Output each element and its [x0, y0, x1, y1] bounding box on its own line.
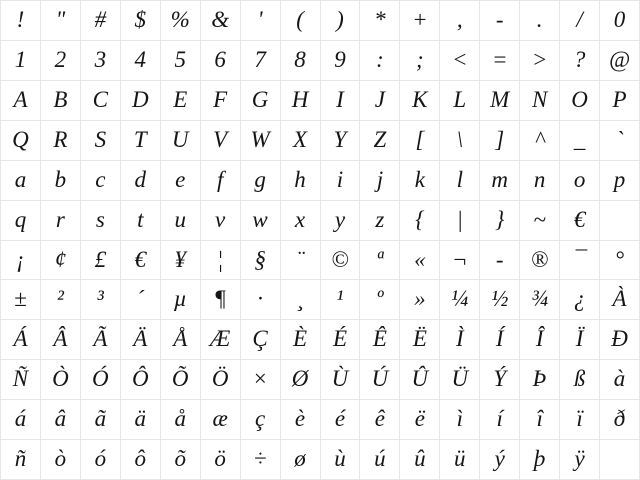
glyph-cell: Ê [360, 320, 400, 360]
glyph-cell: o [560, 161, 600, 201]
glyph-cell: P [600, 81, 640, 121]
glyph-cell: ' [241, 1, 281, 41]
glyph-cell: 1 [1, 41, 41, 81]
glyph-cell: ò [41, 440, 81, 480]
glyph-cell: ó [81, 440, 121, 480]
glyph-cell: L [440, 81, 480, 121]
glyph-cell: ¶ [201, 280, 241, 320]
glyph-cell: ² [41, 280, 81, 320]
glyph-cell: Æ [201, 320, 241, 360]
glyph-cell: Ñ [1, 360, 41, 400]
glyph-cell: " [41, 1, 81, 41]
glyph-cell: º [360, 280, 400, 320]
glyph-cell: T [121, 121, 161, 161]
glyph-cell: k [400, 161, 440, 201]
glyph-cell: u [161, 201, 201, 241]
glyph-cell: l [440, 161, 480, 201]
glyph-cell: Þ [520, 360, 560, 400]
glyph-cell: Z [360, 121, 400, 161]
glyph-cell: ® [520, 241, 560, 281]
glyph-cell: @ [600, 41, 640, 81]
glyph-cell: ¯ [560, 241, 600, 281]
glyph-cell: : [360, 41, 400, 81]
glyph-cell: ÿ [560, 440, 600, 480]
glyph-cell: Å [161, 320, 201, 360]
glyph-cell: 7 [241, 41, 281, 81]
glyph-cell: G [241, 81, 281, 121]
glyph-cell: a [1, 161, 41, 201]
glyph-cell: µ [161, 280, 201, 320]
glyph-cell: [ [400, 121, 440, 161]
glyph-cell: ½ [480, 280, 520, 320]
glyph-cell: ¬ [440, 241, 480, 281]
glyph-cell: 4 [121, 41, 161, 81]
glyph-cell: ; [400, 41, 440, 81]
glyph-cell: j [360, 161, 400, 201]
glyph-cell: $ [121, 1, 161, 41]
glyph-cell: q [1, 201, 41, 241]
glyph-cell: Ì [440, 320, 480, 360]
glyph-cell: · [241, 280, 281, 320]
glyph-cell: X [281, 121, 321, 161]
glyph-cell: > [520, 41, 560, 81]
glyph-cell: © [321, 241, 361, 281]
glyph-cell: À [600, 280, 640, 320]
glyph-cell: f [201, 161, 241, 201]
glyph-cell: ! [1, 1, 41, 41]
glyph-cell: ? [560, 41, 600, 81]
glyph-cell: ð [600, 400, 640, 440]
glyph-cell: F [201, 81, 241, 121]
glyph-cell: õ [161, 440, 201, 480]
glyph-cell: £ [81, 241, 121, 281]
glyph-cell: K [400, 81, 440, 121]
glyph-cell: + [400, 1, 440, 41]
glyph-cell: { [400, 201, 440, 241]
glyph-cell: æ [201, 400, 241, 440]
glyph-cell: ¥ [161, 241, 201, 281]
glyph-cell: ú [360, 440, 400, 480]
glyph-cell: O [560, 81, 600, 121]
glyph-cell: é [321, 400, 361, 440]
glyph-cell: - [480, 1, 520, 41]
glyph-cell: } [480, 201, 520, 241]
glyph-cell: 9 [321, 41, 361, 81]
glyph-cell: É [321, 320, 361, 360]
glyph-cell: Â [41, 320, 81, 360]
glyph-cell: Ë [400, 320, 440, 360]
glyph-cell: < [440, 41, 480, 81]
glyph-cell: « [400, 241, 440, 281]
glyph-cell: v [201, 201, 241, 241]
glyph-cell: b [41, 161, 81, 201]
glyph-cell: ¡ [1, 241, 41, 281]
glyph-cell: ì [440, 400, 480, 440]
glyph-cell: ý [480, 440, 520, 480]
glyph-cell: * [360, 1, 400, 41]
glyph-cell: Ø [281, 360, 321, 400]
glyph-cell: ^ [520, 121, 560, 161]
glyph-cell: y [321, 201, 361, 241]
glyph-cell: x [281, 201, 321, 241]
glyph-cell: m [480, 161, 520, 201]
glyph-cell: ô [121, 440, 161, 480]
glyph-cell: / [560, 1, 600, 41]
glyph-cell: ¿ [560, 280, 600, 320]
glyph-cell: ³ [81, 280, 121, 320]
glyph-cell: ´ [121, 280, 161, 320]
glyph-cell: î [520, 400, 560, 440]
glyph-cell: ü [440, 440, 480, 480]
glyph-cell: C [81, 81, 121, 121]
glyph-cell: | [440, 201, 480, 241]
glyph-cell: þ [520, 440, 560, 480]
glyph-cell: Ï [560, 320, 600, 360]
glyph-cell: ° [600, 241, 640, 281]
glyph-cell: n [520, 161, 560, 201]
glyph-cell: A [1, 81, 41, 121]
glyph-cell: ä [121, 400, 161, 440]
glyph-cell: € [121, 241, 161, 281]
glyph-cell: ) [321, 1, 361, 41]
glyph-cell: ï [560, 400, 600, 440]
glyph-cell: 0 [600, 1, 640, 41]
glyph-cell: ã [81, 400, 121, 440]
glyph-cell: € [560, 201, 600, 241]
glyph-cell: Ù [321, 360, 361, 400]
glyph-cell: Ú [360, 360, 400, 400]
glyph-cell: t [121, 201, 161, 241]
glyph-cell: ö [201, 440, 241, 480]
glyph-cell: Õ [161, 360, 201, 400]
glyph-cell: S [81, 121, 121, 161]
glyph-cell: Ò [41, 360, 81, 400]
glyph-cell: = [480, 41, 520, 81]
glyph-cell: Ç [241, 320, 281, 360]
glyph-cell: ñ [1, 440, 41, 480]
glyph-cell: ß [560, 360, 600, 400]
glyph-cell: 5 [161, 41, 201, 81]
glyph-cell: d [121, 161, 161, 201]
glyph-cell: p [600, 161, 640, 201]
glyph-cell: Ã [81, 320, 121, 360]
glyph-cell: Ô [121, 360, 161, 400]
glyph-cell: g [241, 161, 281, 201]
glyph-cell: _ [560, 121, 600, 161]
glyph-cell: w [241, 201, 281, 241]
glyph-cell: M [480, 81, 520, 121]
glyph-cell: ¼ [440, 280, 480, 320]
glyph-cell: . [520, 1, 560, 41]
glyph-cell: ` [600, 121, 640, 161]
glyph-cell: e [161, 161, 201, 201]
glyph-cell: ø [281, 440, 321, 480]
glyph-cell: í [480, 400, 520, 440]
glyph-cell: ¸ [281, 280, 321, 320]
glyph-cell: ê [360, 400, 400, 440]
glyph-cell: ¢ [41, 241, 81, 281]
glyph-cell: Î [520, 320, 560, 360]
glyph-cell: Y [321, 121, 361, 161]
glyph-cell-empty [600, 440, 640, 480]
glyph-cell: 3 [81, 41, 121, 81]
glyph-cell: Ý [480, 360, 520, 400]
glyph-cell: ù [321, 440, 361, 480]
glyph-cell: # [81, 1, 121, 41]
glyph-cell: ¾ [520, 280, 560, 320]
glyph-cell: R [41, 121, 81, 161]
glyph-cell: Ä [121, 320, 161, 360]
glyph-cell: r [41, 201, 81, 241]
glyph-cell: ª [360, 241, 400, 281]
glyph-cell: å [161, 400, 201, 440]
glyph-cell: U [161, 121, 201, 161]
glyph-cell: ë [400, 400, 440, 440]
glyph-cell: × [241, 360, 281, 400]
glyph-cell: Á [1, 320, 41, 360]
glyph-cell: 2 [41, 41, 81, 81]
glyph-cell: E [161, 81, 201, 121]
glyph-cell: á [1, 400, 41, 440]
glyph-cell: ~ [520, 201, 560, 241]
glyph-cell: i [321, 161, 361, 201]
glyph-cell: Q [1, 121, 41, 161]
glyph-cell: I [321, 81, 361, 121]
glyph-cell: » [400, 280, 440, 320]
glyph-cell: Ü [440, 360, 480, 400]
glyph-cell: Û [400, 360, 440, 400]
glyph-cell: § [241, 241, 281, 281]
glyph-cell: \ [440, 121, 480, 161]
glyph-cell: È [281, 320, 321, 360]
glyph-cell: Ð [600, 320, 640, 360]
glyph-cell: H [281, 81, 321, 121]
glyph-cell: Í [480, 320, 520, 360]
glyph-cell: ± [1, 280, 41, 320]
glyph-cell: ] [480, 121, 520, 161]
glyph-cell: 8 [281, 41, 321, 81]
glyph-cell: J [360, 81, 400, 121]
glyph-cell-empty [600, 201, 640, 241]
glyph-cell: ç [241, 400, 281, 440]
glyph-cell: 6 [201, 41, 241, 81]
glyph-cell: â [41, 400, 81, 440]
glyph-cell: V [201, 121, 241, 161]
glyph-cell: à [600, 360, 640, 400]
glyph-cell: h [281, 161, 321, 201]
glyph-cell: B [41, 81, 81, 121]
glyph-cell: z [360, 201, 400, 241]
glyph-cell: ¦ [201, 241, 241, 281]
glyph-cell: Ó [81, 360, 121, 400]
glyph-cell: % [161, 1, 201, 41]
glyph-cell: Ö [201, 360, 241, 400]
glyph-cell: N [520, 81, 560, 121]
glyph-cell: ( [281, 1, 321, 41]
glyph-cell: c [81, 161, 121, 201]
glyph-cell: ÷ [241, 440, 281, 480]
glyph-cell: û [400, 440, 440, 480]
glyph-cell: - [480, 241, 520, 281]
glyph-cell: ¨ [281, 241, 321, 281]
glyph-cell: W [241, 121, 281, 161]
glyph-cell: & [201, 1, 241, 41]
glyph-cell: ¹ [321, 280, 361, 320]
glyph-cell: D [121, 81, 161, 121]
glyph-cell: s [81, 201, 121, 241]
glyph-cell: è [281, 400, 321, 440]
glyph-cell: , [440, 1, 480, 41]
